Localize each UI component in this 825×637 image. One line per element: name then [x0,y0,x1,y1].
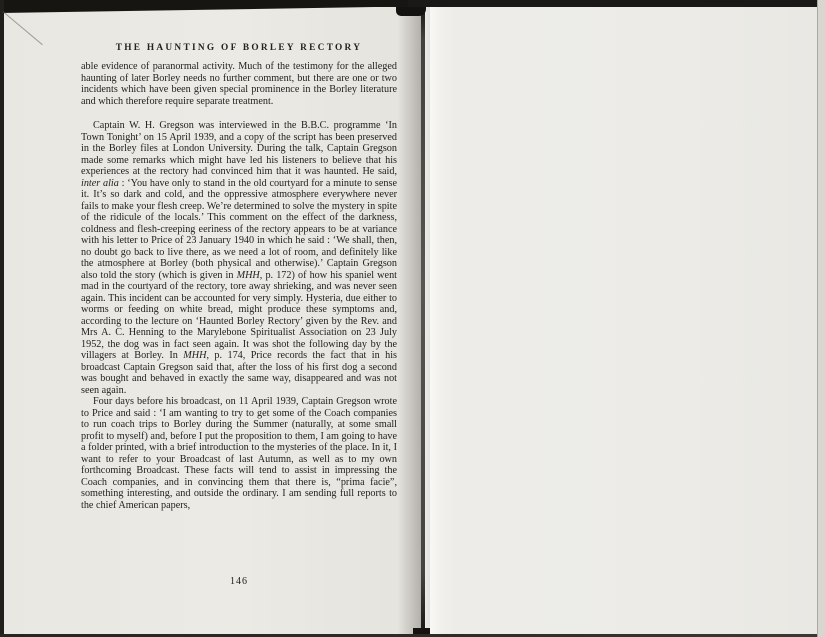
paragraph: Four days before his broadcast, on 11 April 1939, Captain Gregson wrote to Price and said : ‘I am wanting to try to get some of the Coach companies to run coach trips to Borley during the Summer (naturally, at some small profit to myself) and, before I put the proposition to them, I am going to have a folder printed, with a brief introduction to the mysteries of the place. In it, I want to refer to your Broadcast of last Autumn, as well as to my own forthcoming Broadcast. These facts will tend to assist in impressing the Coach companies, and in convincing them that there is, “prima facie”, something interesting, and outside the ordinary. I am sending full reports to the chief American papers, [81,396,397,511]
page-left [4,6,422,634]
paragraph: Captain W. H. Gregson was interviewed in the B.B.C. programme ‘In Town Tonight’ on 15 April 1939, and a copy of the script has been preserved in the Borley files at London University. During the talk, Captain Gregson made some remarks which might have led his listeners to believe that his experiences at the rectory had convinced him that it was haunted. He said, inter alia : ‘You have only to stand in the old courtyard for a minute to sense it. It’s so dark and cold, and the oppressive atmosphere everywhere never fails to make your flesh creep. We’re determined to solve the mystery in spite of the ridicule of the locals.’ This comment on the effect of the darkness, coldness and flesh-creeping eeriness of the rectory appears to be at variance with his letter to Price of 23 January 1940 in which he said : ‘We shall, then, no doubt go back to live there, as we need a lot of room, and definitely like the atmosphere at Borley (both physical and otherwise).’ Captain Gregson also told the story (which is given in MHH, p. 172) of how his spaniel went mad in the courtyard of the rectory, tore away shrieking, and was never seen again. This incident can be accounted for very simply. Hysteria, due either to worms or feeding on white bread, might produce these symptoms and, according to the lecture on ‘Haunted Borley Rectory’ given by the Rev. and Mrs A. C. Henning to the Marylebone Spiritualist Association on 23 July 1952, the dog was in fact seen again. It was shot the following day by the villagers at Borley. In MHH, p. 174, Price records the fact that in his broadcast Captain Gregson said that, after the loss of his first dog a second was bought and behaved in exactly the same way, disappeared and was not seen again. [81,120,397,396]
page-right [430,6,818,634]
photo-edge-right [818,0,825,637]
paragraph: able evidence of paranormal activity. Much of the testimony for the alleged haunting of later Borley needs no further comment, but there are one or two incidents which have been given special prominence in the Borley literature and which therefore require separate treatment. [81,61,397,107]
page-edge-right-line [817,0,818,637]
running-head-left: THE HAUNTING OF BORLEY RECTORY [115,43,363,53]
page-text-left [81,61,397,511]
spine-shadow [398,0,422,637]
spine-highlight [425,0,441,637]
page-number-left: 146 [230,576,248,587]
photo-edge-left [0,0,4,637]
